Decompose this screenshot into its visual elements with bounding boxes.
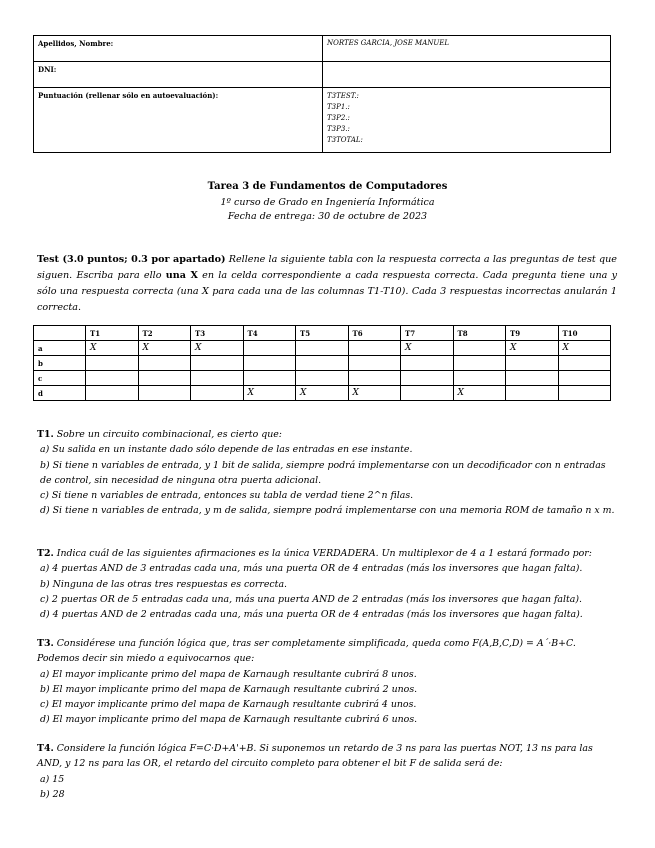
answer-cell[interactable] xyxy=(243,371,296,386)
grid-row-label: b xyxy=(34,356,86,371)
name-label: Apellidos, Nombre: xyxy=(34,36,323,62)
grid-col-header: T7 xyxy=(401,326,454,341)
option-a: a) 4 puertas AND de 3 entradas cada una, más una puerta OR de 4 entradas (más los inversores que hagan falta). xyxy=(40,563,583,575)
question-t3 xyxy=(37,636,617,728)
course-subtitle: 1º curso de Grado en Ingeniería Informática xyxy=(220,197,435,208)
answer-cell[interactable] xyxy=(506,356,559,371)
student-info-table xyxy=(33,35,611,153)
grid-row-label: c xyxy=(34,371,86,386)
question-stem: Sobre un circuito combinacional, es cierto que: xyxy=(53,429,282,440)
option-c: c) 2 puertas OR de 5 entradas cada una, más una puerta AND de 2 entradas (más los inversores que hagan falta). xyxy=(40,593,583,605)
answer-cell[interactable] xyxy=(243,341,296,356)
answer-cell[interactable]: X xyxy=(296,386,349,401)
option-b: b) El mayor implicante primo del mapa de Karnaugh resultante cubrirá 2 unos. xyxy=(40,683,418,695)
grid-col-header: T3 xyxy=(191,326,244,341)
option-a: a) 15 xyxy=(40,773,65,785)
option-c: c) Si tiene n variables de entrada, entonces su tabla de verdad tiene 2^n filas. xyxy=(40,490,414,502)
grid-row-c xyxy=(34,371,611,386)
option-b: b) Ninguna de las otras tres respuestas es correcta. xyxy=(40,578,288,590)
grid-header-row xyxy=(34,326,611,341)
option-d: d) El mayor implicante primo del mapa de Karnaugh resultante cubrirá 6 unos. xyxy=(40,714,418,726)
instructions-part-1: Rellene la siguiente tabla con la respuesta correcta a las preguntas de test que siguen. Escriba para ello xyxy=(37,254,617,281)
answer-cell[interactable] xyxy=(401,386,454,401)
score-p1: T3P1.: xyxy=(327,103,350,111)
answer-cell[interactable] xyxy=(86,386,139,401)
score-label: Puntuación (rellenar sólo en autoevaluación): xyxy=(34,88,323,153)
due-date: Fecha de entrega: 30 de octubre de 2023 xyxy=(227,211,428,222)
grid-col-header: T10 xyxy=(558,326,611,341)
answer-cell[interactable] xyxy=(506,386,559,401)
answer-cell[interactable]: X xyxy=(506,341,559,356)
option-b: b) Si tiene n variables de entrada, y 1 bit de salida, siempre podrá implementarse con un decodificador con n entradas de control, sin necesidad de ninguna otra puerta adicional. xyxy=(40,459,606,486)
question-t2 xyxy=(37,546,617,622)
option-d: d) Si tiene n variables de entrada, y m de salida, siempre podrá implementarse con una memoria ROM de tamaño n x m. xyxy=(40,505,615,517)
answer-cell[interactable] xyxy=(558,386,611,401)
answer-cell[interactable] xyxy=(453,356,506,371)
score-list xyxy=(323,88,611,153)
answer-cell[interactable] xyxy=(296,371,349,386)
answer-cell[interactable]: X xyxy=(191,341,244,356)
grid-corner xyxy=(34,326,86,341)
document-title: Tarea 3 de Fundamentos de Computadores xyxy=(207,181,448,192)
question-number: T4. xyxy=(37,743,54,754)
answer-cell[interactable] xyxy=(138,356,191,371)
grid-col-header: T2 xyxy=(138,326,191,341)
score-test: T3TEST.: xyxy=(327,92,359,100)
score-p2: T3P2.: xyxy=(327,114,350,122)
answer-cell[interactable]: X xyxy=(243,386,296,401)
answer-cell[interactable] xyxy=(296,356,349,371)
test-instructions xyxy=(37,252,617,316)
instructions-part-2: en la celda correspondiente a cada respuesta correcta. Cada pregunta tiene una y sólo una respuesta correcta (una X para cada una de las columnas T1-T10). Cada 3 respuestas incorrectas anularán 1 correcta. xyxy=(37,270,618,313)
question-stem: Considérese una función lógica que, tras ser completamente simplificada, queda como F(A,B,C,D) = A´·B+C. Podemos decir sin miedo a equivocarnos que: xyxy=(37,638,576,665)
answer-cell[interactable]: X xyxy=(558,341,611,356)
question-t1 xyxy=(37,427,617,519)
answer-cell[interactable] xyxy=(348,356,401,371)
answer-cell[interactable] xyxy=(348,371,401,386)
question-number: T1. xyxy=(37,429,54,440)
answer-cell[interactable] xyxy=(191,386,244,401)
answer-cell[interactable] xyxy=(191,356,244,371)
instructions-bold: una X xyxy=(165,270,198,281)
score-total: T3TOTAL: xyxy=(327,136,363,144)
grid-col-header: T6 xyxy=(348,326,401,341)
answer-cell[interactable] xyxy=(348,341,401,356)
grid-col-header: T5 xyxy=(296,326,349,341)
answer-cell[interactable] xyxy=(138,386,191,401)
answer-cell[interactable]: X xyxy=(138,341,191,356)
answer-cell[interactable] xyxy=(138,371,191,386)
answer-cell[interactable] xyxy=(401,371,454,386)
answer-cell[interactable] xyxy=(453,371,506,386)
answer-cell[interactable]: X xyxy=(348,386,401,401)
question-number: T3. xyxy=(37,638,54,649)
dni-label: DNI: xyxy=(34,62,323,88)
grid-col-header: T8 xyxy=(453,326,506,341)
option-a: a) El mayor implicante primo del mapa de Karnaugh resultante cubrirá 8 unos. xyxy=(40,668,417,680)
answer-cell[interactable] xyxy=(558,356,611,371)
dni-value xyxy=(323,62,611,88)
grid-row-label: a xyxy=(34,341,86,356)
question-number: T2. xyxy=(37,548,54,559)
answer-cell[interactable] xyxy=(296,341,349,356)
option-d: d) 4 puertas AND de 2 entradas cada una, más una puerta OR de 4 entradas (más los inversores que hagan falta). xyxy=(40,609,583,621)
option-b: b) 28 xyxy=(40,788,65,800)
option-a: a) Su salida en un instante dado sólo depende de las entradas en ese instante. xyxy=(40,444,413,456)
grid-row-d xyxy=(34,386,611,401)
test-points: Test (3.0 puntos; 0.3 por apartado) xyxy=(37,254,226,265)
answer-cell[interactable]: X xyxy=(401,341,454,356)
answer-grid xyxy=(33,325,611,401)
grid-row-a xyxy=(34,341,611,356)
answer-cell[interactable] xyxy=(401,356,454,371)
grid-row-label: d xyxy=(34,386,86,401)
grid-col-header: T4 xyxy=(243,326,296,341)
answer-cell[interactable] xyxy=(506,371,559,386)
answer-cell[interactable]: X xyxy=(86,341,139,356)
question-stem: Indica cuál de las siguientes afirmaciones es la única VERDADERA. Un multiplexor de 4 a 1 estará formado por: xyxy=(53,548,592,559)
answer-cell[interactable] xyxy=(86,356,139,371)
grid-row-b xyxy=(34,356,611,371)
answer-cell[interactable]: X xyxy=(453,386,506,401)
grid-col-header: T9 xyxy=(506,326,559,341)
answer-cell[interactable] xyxy=(86,371,139,386)
question-stem: Considere la función lógica F=C·D+A'+B. Si suponemos un retardo de 3 ns para las puertas NOT, 13 ns para las AND, y 12 ns para las OR, el retardo del circuito completo para obtener el bit F de salida será de: xyxy=(37,743,593,770)
score-p3: T3P3.: xyxy=(327,125,350,133)
answer-cell[interactable] xyxy=(191,371,244,386)
name-value: NORTES GARCIA, JOSE MANUEL xyxy=(323,36,611,62)
answer-cell[interactable] xyxy=(558,371,611,386)
grid-col-header: T1 xyxy=(86,326,139,341)
answer-cell[interactable] xyxy=(243,356,296,371)
question-t4 xyxy=(37,741,617,802)
option-c: c) El mayor implicante primo del mapa de Karnaugh resultante cubrirá 4 unos. xyxy=(40,699,417,711)
answer-cell[interactable] xyxy=(453,341,506,356)
